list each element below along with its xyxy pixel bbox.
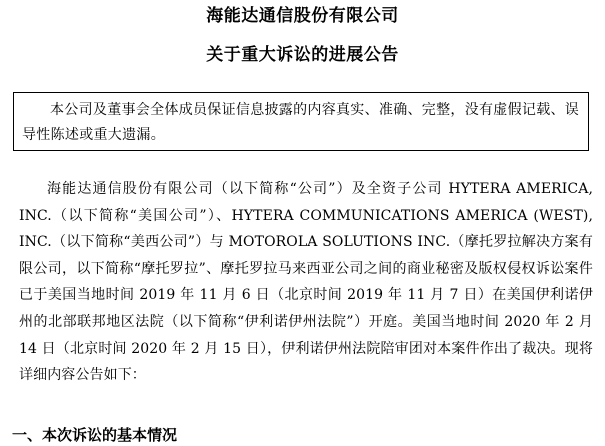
section-heading: 一、本次诉讼的基本情况 (12, 426, 178, 444)
company-title: 海能达通信股份有限公司 (206, 6, 399, 26)
announcement-title: 关于重大诉讼的进展公告 (206, 45, 399, 65)
disclosure-notice-text: 本公司及董事会全体成员保证信息披露的内容真实、准确、完整，没有虚假记载、误导性陈述或重大遗漏。 (22, 102, 580, 143)
body-paragraph: 海能达通信股份有限公司（以下简称“公司”）及全资子公司 HYTERA AMERICA, INC.（以下简称“美国公司”）、HYTERA COMMUNICATIONS AMERICA (WEST), INC.（以下简称“美西公司”）与 MOTOROLA SOLUTIONS INC.（摩托罗拉解决方案有限公司，以下简称“摩托罗拉”、摩托罗拉马来西亚公司之间的商业秘密及版权侵权诉讼案件已于美国当地时间 2019 年 11 月 6 日（北京时间 2019 年 11 月 7 日）在美国伊利诺伊州的北部联邦地区法院（以下简称“伊利诺伊州法院”）开庭。美国当地时间 2020 年 2 月 14 日（北京时间 2020 年 2 月 15 日），伊利诺伊州法院陪审团对本案件作出了裁决。现将详细内容公告如下： (19, 181, 593, 384)
disclosure-notice-box (13, 92, 589, 151)
